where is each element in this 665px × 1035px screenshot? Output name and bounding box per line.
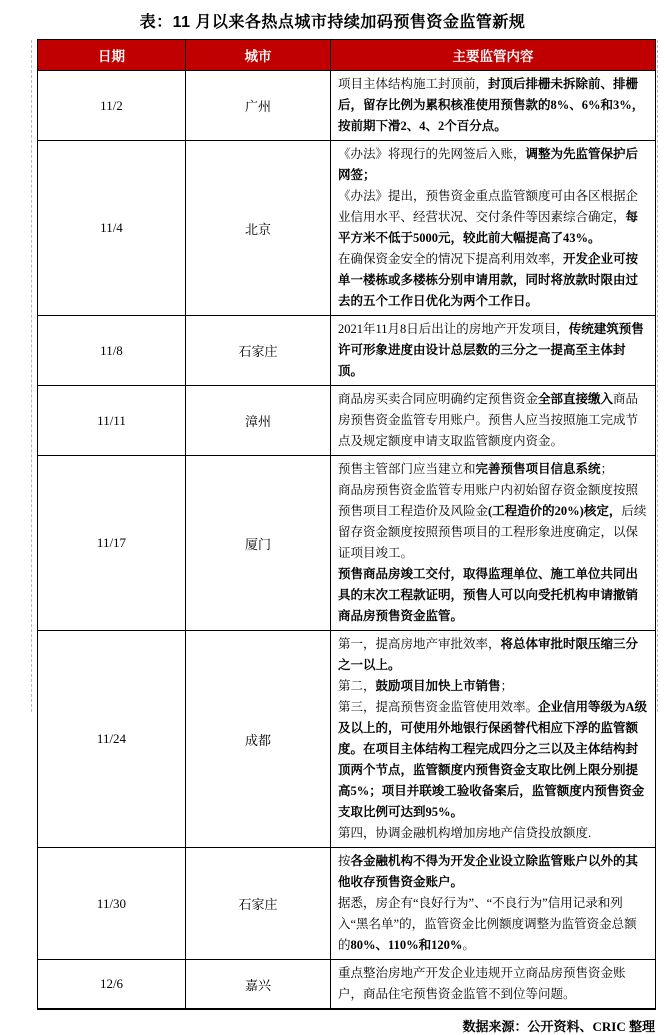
bold-text-run: (工程造价的20%)核定， [488, 504, 622, 518]
text-run: 据悉，房企有“良好行为”、“不良行为”信用记录和列入“黑名单”的，监管资金比例额度调整为监管资金总额的 [338, 896, 637, 952]
bold-text-run: 调整为先监管保护后网签； [338, 147, 639, 182]
city-cell: 北京 [186, 141, 331, 316]
regulation-table [37, 39, 656, 1010]
table-title: 表：11 月以来各热点城市持续加码预售资金监管新规 [139, 14, 526, 31]
regulation-content-cell [331, 316, 656, 386]
date-cell: 11/30 [38, 848, 186, 960]
regulation-paragraph [338, 823, 648, 844]
table-header-row [38, 40, 656, 71]
text-run: 在确保资金安全的情况下提高利用效率， [338, 252, 564, 266]
date-cell: 11/11 [38, 386, 186, 456]
header-date: 日期 [38, 40, 186, 71]
text-run: 商品房预售资金监管专用账户内初始留存资金额度按照预售项目工程造价及风险金 [338, 483, 639, 518]
text-run: 第一，提高房地产审批效率， [338, 637, 501, 651]
bold-text-run: 企业信用等级为A级及以上的，可使用外地银行保函替代相应下浮的监管额度。在项目主体结构工程完成四分之三以及主体结构封顶两个节点，监管额度内预售资金支取比例上限分别提高5%；项目并联竣工验收备案后，监管额度内预售资金支取比例可达到95%。 [338, 700, 648, 819]
bold-text-run: 封顶后排栅未拆除前、排栅后，留存比例为累积核准使用预售款的8%、6%和3%，按前期下滑2、4、2个百分点。 [338, 77, 645, 133]
text-run: 商品房买卖合同应明确约定预售资金 [338, 392, 539, 406]
city-cell: 石家庄 [186, 316, 331, 386]
regulation-paragraph [338, 74, 648, 137]
table-row [38, 71, 656, 141]
regulation-paragraph [338, 697, 648, 823]
text-run: 重点整治房地产开发企业违规开立商品房预售资金账户，商品住宅预售资金监管不到位等问题。 [338, 966, 626, 1001]
text-run: ； [600, 462, 614, 476]
regulation-paragraph [338, 634, 648, 676]
date-cell: 11/8 [38, 316, 186, 386]
regulation-paragraph [338, 459, 648, 480]
regulation-content-cell [331, 71, 656, 141]
regulation-content-cell [331, 848, 656, 960]
text-run: 第二， [338, 679, 376, 693]
table-row [38, 631, 656, 848]
date-cell: 12/6 [38, 960, 186, 1010]
regulation-paragraph [338, 963, 648, 1005]
regulation-content-cell [331, 960, 656, 1010]
regulation-content-cell [331, 386, 656, 456]
city-cell: 漳州 [186, 386, 331, 456]
text-run: 第三，提高预售资金监管使用效率。 [338, 700, 539, 714]
regulation-paragraph [338, 249, 648, 312]
text-run: 。 [462, 938, 475, 952]
regulation-paragraph [338, 319, 648, 382]
bold-text-run: 每平方米不低于5000元，较此前大幅提高了43%。 [338, 210, 639, 245]
gridline-artifact-left [31, 40, 32, 712]
header-city: 城市 [186, 40, 331, 71]
regulation-paragraph [338, 389, 648, 452]
city-cell: 成都 [186, 631, 331, 848]
text-run: 项目主体结构施工封顶前， [338, 77, 489, 91]
bold-text-run: 将总体审批时限压缩三分之一以上。 [338, 637, 639, 672]
text-run: 按 [338, 854, 351, 868]
regulation-paragraph [338, 186, 648, 249]
bold-text-run: 全部直接缴入 [538, 392, 614, 406]
text-run: 《办法》将现行的先网签后入账， [338, 147, 526, 161]
regulation-content-cell [331, 456, 656, 631]
date-cell: 11/4 [38, 141, 186, 316]
table-row [38, 316, 656, 386]
header-content: 主要监管内容 [331, 40, 656, 71]
regulation-paragraph [338, 564, 648, 627]
date-cell: 11/24 [38, 631, 186, 848]
table-row [38, 456, 656, 631]
regulation-paragraph [338, 144, 648, 186]
text-run: 《办法》提出，预售资金重点监管额度可由各区根据企业信用水平、经营状况、交付条件等因素综合确定， [338, 189, 639, 224]
text-run: 2021年11月8日后出让的房地产开发项目， [338, 322, 569, 336]
table-row [38, 141, 656, 316]
bold-text-run: 完善预售项目信息系统 [475, 462, 601, 476]
bold-text-run: 各金融机构不得为开发企业设立除监管账户以外的其他收存预售资金账户。 [338, 854, 639, 889]
text-run: 预售主管部门应当建立和 [338, 462, 476, 476]
bold-text-run: 传统建筑预售许可形象进度由设计总层数的三分之一提高至主体封顶。 [338, 322, 644, 378]
text-run: 第四，协调金融机构增加房地产信贷投放额度. [338, 826, 592, 840]
table-row [38, 386, 656, 456]
regulation-paragraph [338, 893, 648, 956]
bold-text-run: 鼓励项目加快上市销售 [375, 679, 501, 693]
regulation-content-cell [331, 631, 656, 848]
city-cell: 石家庄 [186, 848, 331, 960]
text-run: 后续留存资金额度按照预售项目的工程形象进度确定，以保证项目竣工。 [338, 504, 647, 560]
regulation-paragraph [338, 851, 648, 893]
gridline-artifact-right [657, 40, 658, 712]
bold-text-run: 80%、110%和120% [350, 938, 463, 952]
table-row [38, 848, 656, 960]
table-row [38, 960, 656, 1010]
city-cell: 广州 [186, 71, 331, 141]
regulation-content-cell [331, 141, 656, 316]
regulation-paragraph [338, 480, 648, 564]
date-cell: 11/17 [38, 456, 186, 631]
city-cell: 嘉兴 [186, 960, 331, 1010]
city-cell: 厦门 [186, 456, 331, 631]
date-cell: 11/2 [38, 71, 186, 141]
bold-text-run: 开发企业可按单一楼栋或多楼栋分别申请用款，同时将放款时限由过去的五个工作日优化为两个工作日。 [338, 252, 639, 308]
text-run: 商品房预售资金监管专用账户。预售人应当按照施工完成节点及规定额度申请支取监管额度内资金。 [338, 392, 639, 448]
regulation-paragraph [338, 676, 648, 697]
data-source-note: 数据来源：公开资料、CRIC 整理 [462, 1019, 655, 1034]
text-run: ； [500, 679, 514, 693]
bold-text-run: 预售商品房竣工交付，取得监理单位、施工单位共同出具的末次工程款证明，预售人可以向受托机构申请撤销商品房预售资金监管。 [338, 567, 639, 623]
